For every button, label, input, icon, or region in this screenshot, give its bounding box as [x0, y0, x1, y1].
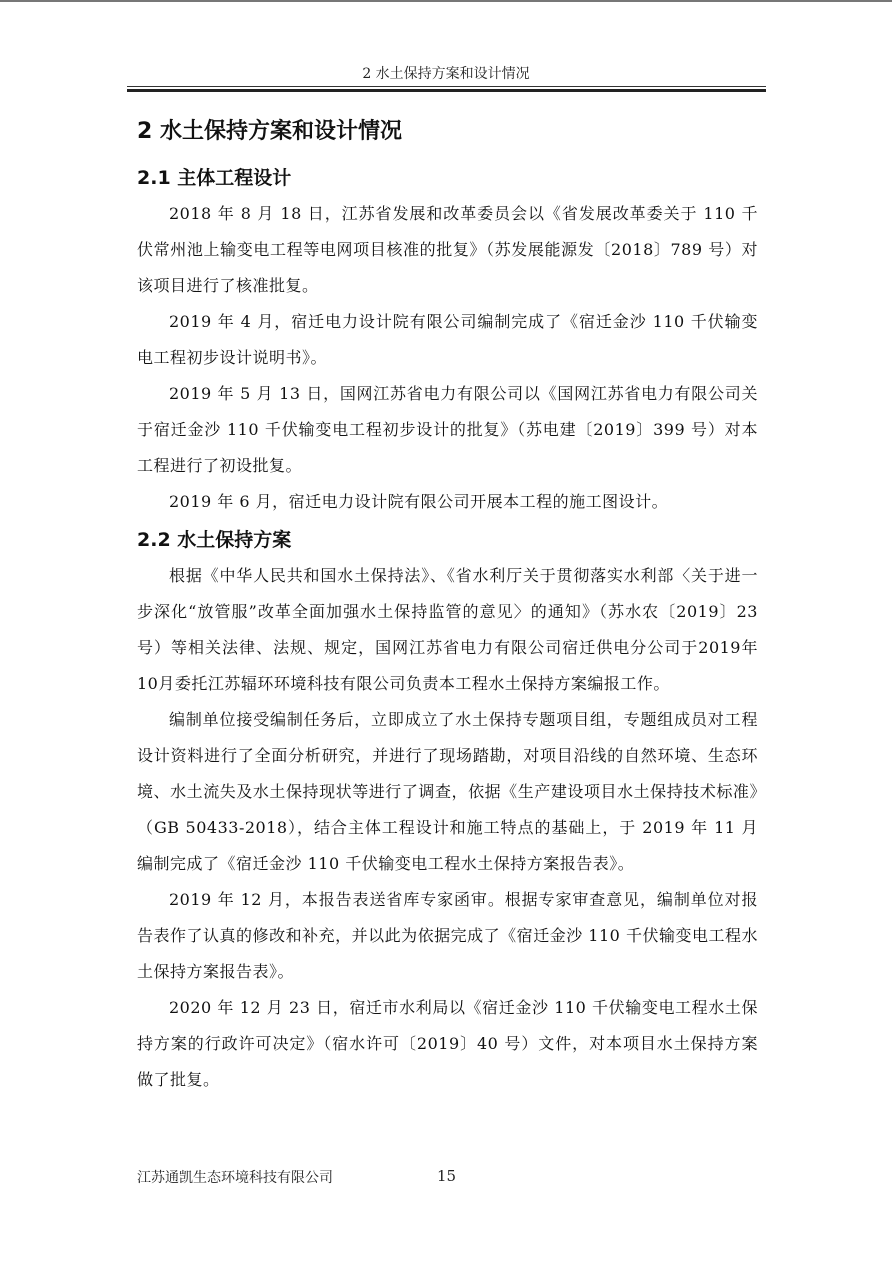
page-top-edge [0, 0, 892, 2]
footer-company: 江苏通凯生态环境科技有限公司 [137, 1170, 333, 1186]
paragraph: 2018 年 8 月 18 日，江苏省发展和改革委员会以《省发展改革委关于 110 千伏常州池上输变电工程等电网项目核准的批复》（苏发展能源发〔2018〕789 号）对该项目进行了核准批复。 [137, 204, 758, 295]
paragraph: 根据《中华人民共和国水土保持法》、《省水利厅关于贯彻落实水利部〈关于进一步深化“放管服”改革全面加强水土保持监管的意见〉的通知》（苏水农〔2019〕23 号）等相关法律、法规、规定，国网江苏省电力有限公司宿迁供电分公司于2019年10月委托江苏辐环环境科技有限公司负责本工程水土保持方案编报工作。 [137, 566, 758, 693]
paragraph: 2019 年 12 月，本报告表送省库专家函审。根据专家审查意见，编制单位对报告表作了认真的修改和补充，并以此为依据完成了《宿迁金沙 110 千伏输变电工程水土保持方案报告表》。 [137, 890, 758, 981]
page-number: 15 [437, 1167, 457, 1185]
paragraph: 2020 年 12 月 23 日，宿迁市水利局以《宿迁金沙 110 千伏输变电工程水土保持方案的行政许可决定》（宿水许可〔2019〕40 号）文件，对本项目水土保持方案做了批复。 [137, 998, 758, 1089]
header-rule-thin [127, 86, 766, 87]
paragraph: 编制单位接受编制任务后，立即成立了水土保持专题项目组，专题组成员对工程设计资料进行了全面分析研究，并进行了现场踏勘，对项目沿线的自然环境、生态环境、水土流失及水土保持现状等进行了调查，依据《生产建设项目水土保持技术标准》（GB 50433-2018），结合主体工程设计和施工特点的基础上，于 2019 年 11 月编制完成了《宿迁金沙 110 千伏输变电工程水土保持方案报告表》。 [137, 710, 758, 873]
chapter-title: 2 水土保持方案和设计情况 [137, 119, 402, 144]
running-header: 2 水土保持方案和设计情况 [362, 66, 530, 82]
section-heading-2-1: 2.1 主体工程设计 [137, 167, 292, 189]
paragraph: 2019 年 6 月，宿迁电力设计院有限公司开展本工程的施工图设计。 [169, 492, 669, 511]
paragraph: 2019 年 5 月 13 日，国网江苏省电力有限公司以《国网江苏省电力有限公司关于宿迁金沙 110 千伏输变电工程初步设计的批复》（苏电建〔2019〕399 号）对本工程进行了初设批复。 [137, 384, 758, 475]
section-heading-2-2: 2.2 水土保持方案 [137, 529, 292, 551]
header-rule-thick [127, 89, 766, 92]
paragraph: 2019 年 4 月，宿迁电力设计院有限公司编制完成了《宿迁金沙 110 千伏输变电工程初步设计说明书》。 [137, 312, 758, 367]
page-body [137, 112, 758, 1098]
